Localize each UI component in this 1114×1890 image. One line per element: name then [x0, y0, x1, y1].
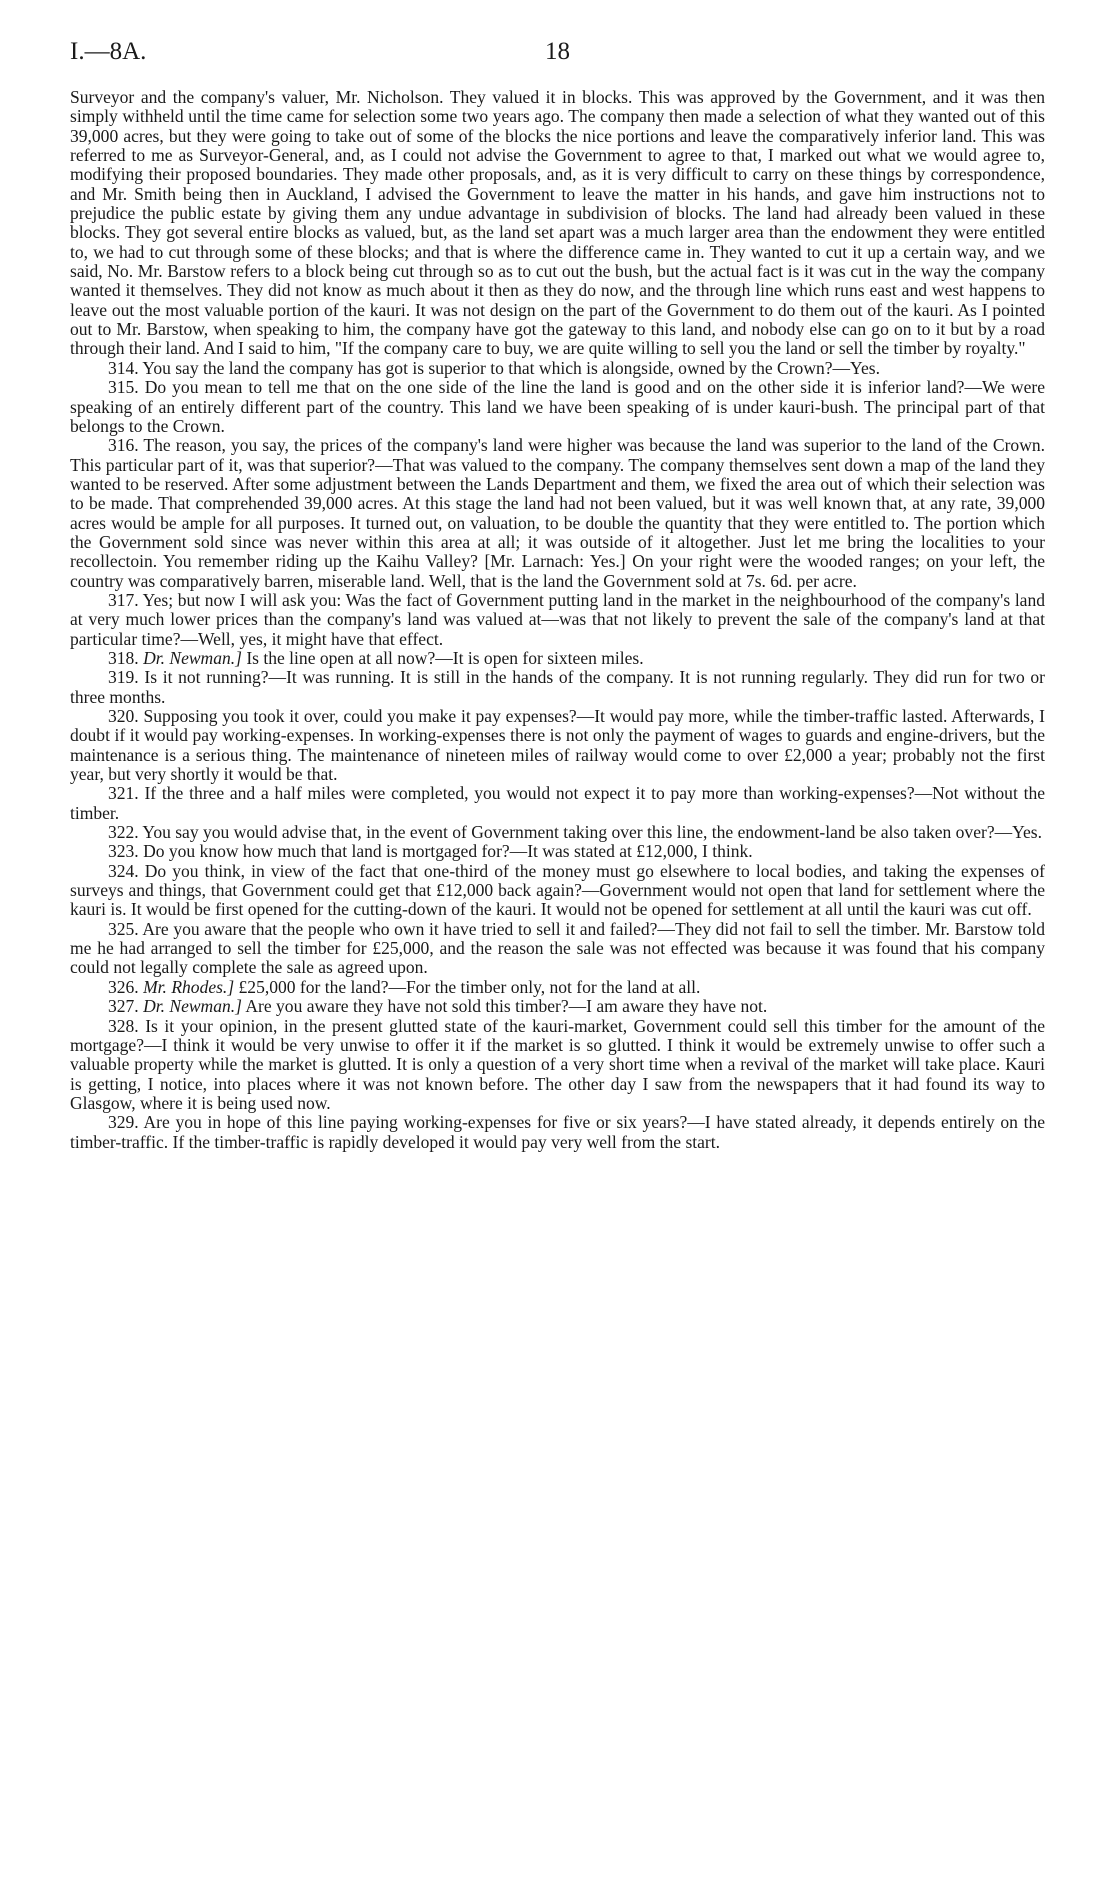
paragraph-326 [70, 978, 1045, 997]
paragraph-324: 324. Do you think, in view of the fact that one-third of the money must go elsewhere to local bodies, and taking the expenses of surveys and things, that Government could get that £12,000 back again?—Government would not open that land for settlement where the kauri is. It would be first opened for the cutting-down of the kauri. It would not be opened for settlement at all until the kauri was cut off. [70, 860, 1045, 920]
page-header [70, 38, 1045, 72]
paragraph-315: 315. Do you mean to tell me that on the one side of the line the land is good and on the other side it is inferior land?—We were speaking of an entirely different part of the country. This land we have been speaking of is under kauri-bush. The principal part of that belongs to the Crown. [70, 377, 1045, 436]
paragraph-text: £25,000 for the land?—For the timber only, not for the land at all. [238, 976, 701, 997]
paragraph-text: Is the line open at all now?—It is open for sixteen miles. [246, 647, 644, 668]
paragraph-continued: Surveyor and the company's valuer, Mr. Nicholson. They valued it in blocks. This was approved by the Government, and it was then simply withheld until the time came for selection some two years ago. The company then made a selection of what they wanted out of this 39,000 acres, but they were going to take out of some of the blocks the nice portions and leave the comparatively inferior land. This was referred to me as Surveyor-General, and, as I could not advise the Government to agree to that, I marked out what we would agree to, modifying their proposed boundaries. They made other proposals, and, as it is very difficult to carry on these things by correspondence, and Mr. Smith being then in Auckland, I advised the Government to leave the matter in his hands, and gave him instructions not to prejudice the public estate by giving them any undue advantage in subdivision of blocks. The land had already been valued in these blocks. They got several entire blocks as valued, but, as the land set apart was a much larger area than the endowment they were entitled to, we had to cut through some of these blocks; and that is where the difference came in. They wanted to cut it up a certain way, and we said, No. Mr. Barstow refers to a block being cut through so as to cut out the bush, but the actual fact is it was cut in the way the company wanted it themselves. They did not know as much about it then as they do now, and the through line which runs east and west happens to leave out the most valuable portion of the kauri. It was not design on the part of the Government to do them out of the kauri. As I pointed out to Mr. Barstow, when speaking to him, the company have got the gateway to this land, and nobody else can go on to it but by a road through their land. And I said to him, "If the company care to buy, we are quite willing to sell you the land or sell the timber by royalty." [70, 87, 1045, 359]
paragraph-314: 314. You say the land the company has got is superior to that which is alongside, owned by the Crown?—Yes. [108, 357, 880, 378]
speaker-name: Dr. Newman.] [143, 996, 242, 1017]
paragraph-329: 329. Are you in hope of this line paying working-expenses for five or six years?—I have stated already, it depends entirely on the timber-traffic. If the timber-traffic is rapidly developed it would pay very well from the start. [70, 1112, 1045, 1152]
question-number: 327. [108, 996, 139, 1017]
paragraph-text: Are you aware they have not sold this timber?—I am aware they have not. [245, 996, 768, 1017]
page-number: 18 [545, 38, 570, 65]
body-text [70, 88, 1045, 1152]
paragraph-316: 316. The reason, you say, the prices of the company's land were higher was because the land was superior to the land of the Crown. This particular part of it, was that superior?—That was valued to the company. The company themselves sent down a map of the land they wanted to be reserved. After some adjustment between the Lands Department and them, we fixed the area out of which their selection was to be made. That comprehended 39,000 acres. At this stage the land had not been valued, but it was well known that, at any rate, 39,000 acres would be ample for all purposes. It turned out, on valuation, to be double the quantity that they were entitled to. The portion which the Government sold since was never within this area at all; it was outside of it altogether. Just let me bring the localities to your recollectoin. You remember riding up the Kaihu Valley? [Mr. Larnach: Yes.] On your right were the wooded ranges; on your left, the country was comparatively barren, miserable land. Well, that is the land the Government sold at 7s. 6d. per acre. [70, 435, 1045, 591]
speaker-name: Dr. Newman.] [143, 647, 242, 668]
question-number: 318. [108, 647, 139, 668]
paragraph-321: 321. If the three and a half miles were completed, you would not expect it to pay more than working-expenses?—Not without the timber. [70, 783, 1045, 823]
paragraph-325: 325. Are you aware that the people who own it have tried to sell it and failed?—They did not fail to sell the timber. Mr. Barstow told me he had arranged to sell the timber for £25,000, and the reason the sale was not effected was because it was found that his company could not legally complete the sale as agreed upon. [70, 918, 1045, 978]
question-number: 326. [108, 976, 139, 997]
paragraph-327 [70, 997, 1045, 1016]
paragraph-322: 322. You say you would advise that, in the event of Government taking over this line, the endowment-land be also taken over?—Yes. [108, 822, 1043, 843]
paragraph-328: 328. Is it your opinion, in the present glutted state of the kauri-market, Government could sell this timber for the amount of the mortgage?—I think it would be very unwise to offer it if the market is so glutted. I think it would be extremely unwise to offer such a valuable property while the market is glutted. It is only a question of a very short time when a revival of the market will take place. Kauri is getting, I notice, into places where it was not known before. The other day I saw from the newspapers that it had found its way to Glasgow, where it is being used now. [70, 1015, 1045, 1113]
speaker-name: Mr. Rhodes.] [143, 976, 235, 997]
paragraph-320: 320. Supposing you took it over, could you make it pay expenses?—It would pay more, while the timber-traffic lasted. Afterwards, I doubt if it would pay working-expenses. In working-expenses there is not only the payment of wages to guards and engine-drivers, but the maintenance is a serious thing. The maintenance of nineteen miles of railway would come to over £2,000 a year; probably not the first year, but very shortly it would be that. [70, 706, 1045, 785]
paragraph-319: 319. Is it not running?—It was running. It is still in the hands of the company. It is not running regularly. They did run for two or three months. [70, 667, 1045, 707]
paragraph-318 [70, 649, 1045, 668]
paragraph-317: 317. Yes; but now I will ask you: Was the fact of Government putting land in the market in the neighbourhood of the company's land at very much lower prices than the company's land was valued at—was that not likely to prevent the sale of the company's land at that particular time?—Well, yes, it might have that effect. [70, 589, 1045, 649]
document-reference: I.—8A. [70, 38, 147, 65]
paragraph-323: 323. Do you know how much that land is mortgaged for?—It was stated at £12,000, I think. [108, 841, 753, 862]
